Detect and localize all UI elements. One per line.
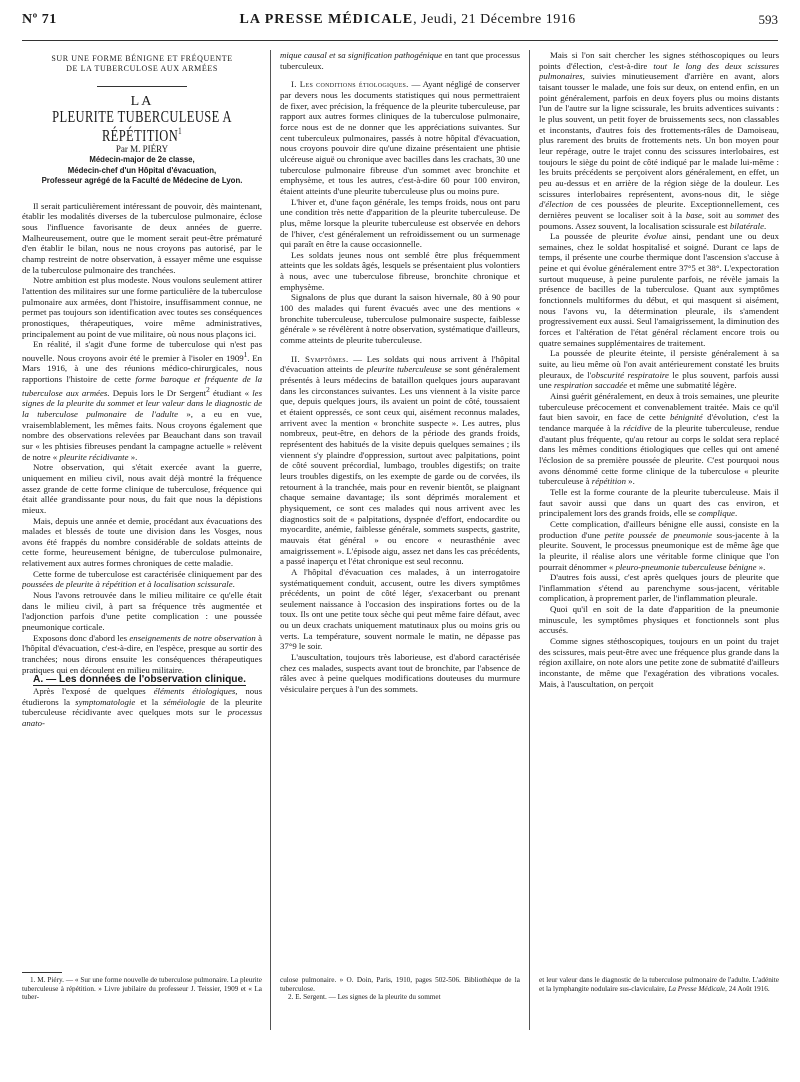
paragraph: Après l'exposé de quelques éléments étiologiques, nous étudierons la symptomatologie et la séméiologie de la pleurite tuberculeuse récidivante avec quelques mots sur le processus anato- — [22, 686, 262, 728]
footnote-ref: 2 — [206, 384, 210, 394]
issue-date: , Jeudi, 21 Décembre 1916 — [413, 12, 576, 27]
issue-number: Nº 71 — [22, 12, 57, 27]
paragraph: Ainsi guérit généralement, en deux à trois semaines, une pleurite tuberculeuse précocement et convenablement traitée. Mais ce qu'il faut bien savoir, en face de cette bénignité d'évolution, c'est la tendance marquée à la récidive de la pleurite tuberculeuse, rendue d'autant plus fréquente, qu'au retour au corps le soldat sera replacé dans les mêmes conditions étiologiques que celles qui ont amené l'éclosion de sa première poussée de pleurite. C'est pourquoi nous avons dénommé cette forme clinique de la tuberculose « pleurite tuberculeuse à répétition ». — [539, 391, 779, 487]
column-2 — [280, 50, 520, 966]
journal-name: LA PRESSE MÉDICALE — [239, 12, 414, 27]
column-3 — [539, 50, 779, 966]
footnote-ref: 1 — [243, 349, 248, 359]
footnote-ref: 1 — [178, 125, 183, 136]
footnote-column — [280, 976, 520, 1002]
subsection-paragraph: I. Les conditions étiologiques. — Ayant négligé de conserver par devers nous les documents statistiques qui nous permettraient de fixer, avec précision, la fréquence de la pleurite tuberculeuse, par rapport aux autres formes cliniques de la tuberculose pulmonaire, force nous est de ne donner que les appréciations suivantes. Sur cent tuberculeux pulmonaires, passés à notre hôpital d'évacuation, nous croyons pouvoir dire qu'une dizaine présentaient une phtisie ulcéreuse aiguë ou chronique avec bacilles dans les crachats, 30 une tuberculose pulmonaire fibreuse d'un sommet avec bronchite et emphysème, et tous les autres, c'est-à-dire 60 pour 100 environ, étaient atteints d'une pleurite tuberculeuse plus ou moins pure. — [280, 79, 520, 196]
supertitle-line: SUR UNE FORME BÉNIGNE ET FRÉQUENTE — [51, 54, 233, 63]
paragraph: Quoi qu'il en soit de la date d'apparition de la pneumonie minuscule, les symptômes physiques et fonctionnels sont plus accusés. — [539, 604, 779, 636]
paragraph: Mais, depuis une année et demie, procédant aux évacuations des malades et blessés de toute une division dans les Vosges, nous avons été frappés du nombre considérable de soldats atteints de cette forme, heureusement bénigne, de tuberculose pulmonaire, relativement aux autres formes chroniques de cette maladie. — [22, 515, 262, 569]
author-affiliation: Professeur agrégé de la Faculté de Médecine de Lyon. — [41, 176, 243, 186]
article-body — [22, 50, 780, 970]
paragraph: Comme signes stéthoscopiques, toujours en un point du trajet des scissures, mais peut-être avec une fréquence plus grande dans la région axillaire, on note alors une petite zone de submatité d'ailleurs inconstante, de même que l'exagération des vibrations vocales. Mais, à l'auscultation, on perçoit — [539, 636, 779, 689]
title-text: PLEURITE TUBERCULEUSE A RÉPÉTITION — [52, 106, 232, 145]
paragraph: Cette complication, d'ailleurs bénigne elle aussi, consiste en la production d'une petite poussée de pneumonie sous-jacente à la pleurite. Souvent, le processus pneumonique est de même âge que la pleurite, il réalise alors une véritable forme clinique que l'on pourrait dénommer « pleuro-pneumonie tuberculeuse bénigne ». — [539, 518, 779, 572]
paragraph: Telle est la forme courante de la pleurite tuberculeuse. Mais il faut savoir aussi que dans un quart des cas environ, et principalement lors des grands froids, elle se complique. — [539, 486, 779, 519]
footnote-column — [539, 976, 779, 993]
paragraph: Nous l'avons retrouvée dans le milieu militaire ce qu'elle était dans le milieu civil, à part sa fréquence très augmentée et l'adjonction parfois d'une petite complication : une poussée pneumonique corticale. — [22, 590, 262, 633]
header-rule — [22, 40, 778, 41]
author-name: Par M. PIÉRY — [115, 144, 169, 155]
author-affiliation: Médecin-major de 2e classe, — [89, 155, 195, 165]
title-divider — [97, 86, 187, 87]
footnote: 2. E. Sergent. — Les signes de la pleurite du sommet — [288, 993, 441, 1002]
paragraph: En réalité, il s'agit d'une forme de tuberculose qui n'est pas nouvelle. Nous croyons avoir été le premier à l'isoler en 1909$^1$. En Mars 1916, à une des réunions médico-chirurgicales, nous rapportions l'histoire de cette forme baroque et fréquente de la tuberculose aux armées. Depuis lors le Dr Sergent$^2$ étudiant « les signes de la pleurite du sommet et leur valeur dans le diagnostic de la tuberculose pulmonaire de l'adulte », a eu en vue, vraisemblablement, les mêmes faits. Nous croyons également que nombre des observations relevées par Beauchant dans son travail sur « les phtisies fibreuses pendant la campagne actuelle » relèvent de notre « pleurite récidivante ». — [22, 339, 262, 462]
footnote: culose pulmonaire. » O. Doin, Paris, 1910, pages 502-506. Bibliothèque de la tuberculose. — [280, 976, 520, 993]
subsection-paragraph: II. Symptômes. — Les soldats qui nous arrivent à l'hôpital d'évacuation atteints de pleurite tuberculeuse se sont généralement présentés à leurs médecins de bataillon quelques jours auparavant dans les circonstances suivantes. Les uns viennent à la visite parce que, depuis quelques jours, ils avaient un point de côté, toussaient et étaient oppressés, ce sont ceux qui, aisément reconnus malades, arrivent avec la mention « bronchite suspecte ». Les autres, plus nombreux, peut-être, en dehors de la période des grands froids, représentent des habitués de la visite depuis quelques semaines ; ils viennent s'y plaindre d'oppression, surtout avec palpitations, point de côté souvent précordial, lumbago, troubles digestifs; on traite leurs troubles digestifs, on les exempte de garde ou de corvées, ils retournent à la tranchée, mais pour en revenir bientôt, se plaignant chaque semaine davantage; ils sont déprimés moralement et physiquement, ce sont ces malades qui nous arrivent avec les diagnostics soit de « palpitations, dyspnée d'effort, endocardite ou myocardite, anémie, faiblesse générale, sommets suspects, gastrite, mauvais état général » ou encore « neurasthénie avec amaigrissement ». L'épisode aigu, assez net dans les cas précédents, a passé inaperçu et l'état chronique est seul reconnu. — [280, 353, 520, 567]
footnote: 1. M. Piéry. — « Sur une forme nouvelle de tuberculose pulmonaire. La pleurite tuberculeuse à répétition. » Livre jubilaire du professeur J. Teissier, 1909 et « La tuber- — [22, 976, 262, 1002]
section-heading: A. — Les données de l'observation clinique. — [33, 674, 247, 686]
paragraph: Les soldats jeunes nous ont semblé être plus fréquemment atteints que les soldats âgés, lesquels se présentaient plus volontiers à nous, avec une tuberculose fibreuse, bronchite chronique et emphysème. — [280, 249, 520, 292]
footnotes — [22, 976, 780, 1056]
paragraph: Notre observation, qui s'était exercée avant la guerre, uniquement en milieu civil, nous avait déjà montré la fréquence assez grande de cette forme clinique de tuberculose, fréquence qui était allée grandissante pour nous, du fait que nous la dépistions mieux. — [22, 462, 262, 515]
author-affiliation: Médecin-chef d'un Hôpital d'évacuation, — [67, 165, 217, 175]
footnote-rule — [22, 972, 62, 973]
page-header — [22, 12, 778, 38]
footnote: et leur valeur dans le diagnostic de la tuberculose pulmonaire de l'adulte. L'adénite et la lymphangite nodulaire sus-claviculaire, La Presse Médicale, 24 Août 1916. — [539, 976, 779, 993]
paragraph: Il serait particulièrement intéressant de pouvoir, dès maintenant, établir les modalités diverses de la tuberculose pulmonaire, éclose sous l'influence favorisante de deux années de guerre. Malheureusement, outre que le moment serait peut-être prématuré d'en établir le bilan, nous ne nous croyons pas autorisé, par le champ restreint de notre observation, à essayer même une esquisse de la tuberculose pulmonaire des tranchées. — [22, 200, 262, 275]
paragraph: Exposons donc d'abord les enseignements de notre observation à l'hôpital d'évacuation, c'est-à-dire, en l'espèce, presque au sortir des tranchées; nous dirons ensuite les conséquences thérapeutiques pratiques qui en découlent en milieu militaire. — [22, 632, 262, 675]
paragraph: Cette forme de tuberculose est caractérisée cliniquement par des poussées de pleurite à répétition et à localisation scissurale. — [22, 568, 262, 590]
paragraph: D'autres fois aussi, c'est après quelques jours de pleurite que l'inflammation s'étend au parenchyme sous-jacent, véritable complication, à proprement parler, de l'inflammation pleurale. — [539, 572, 779, 604]
supertitle-line: DE LA TUBERCULOSE AUX ARMÉES — [66, 64, 218, 73]
paragraph: La poussée de pleurite éteinte, il persiste généralement à sa suite, au lieu même où l'on avait antérieurement constaté les bruits pleuraux, de l'obscurité respiratoire le plus souvent, parfois aussi une respiration saccadée et même une submatité légère. — [539, 348, 779, 391]
page-number: 593 — [758, 12, 778, 27]
paragraph: Signalons de plus que durant la saison hivernale, 80 à 90 pour 100 des malades qui furent évacués avec une des mentions « bronchite tuberculeuse, tuberculose pulmonaire suspecte, faiblesse générale » se révélèrent à notre observation, systématique d'ailleurs, comme atteints de pleurite tuberculeuse. — [280, 292, 520, 346]
paragraph: L'auscultation, toujours très laborieuse, est d'abord caractérisée chez ces malades, suspects avant tout de bronchite, par l'absence de râles avec à peine quelques modifications douteuses du murmure vésiculaire perçues à l'un des sommets. — [280, 652, 520, 695]
journal-header — [240, 12, 576, 28]
title-article: LA — [130, 94, 154, 109]
article-supertitle — [22, 54, 262, 74]
subsection-heading: I. Les conditions étiologiques. — [291, 79, 409, 90]
paragraph: A l'hôpital d'évacuation ces malades, à un interrogatoire systématiquement conduit, accusent, outre les divers symptômes précédents, un point de côté léger, s'exacerbant ou prenant seulement naissance à l'occasion des inspirations fortes ou de la toux. Ils ont une petite toux sèche qui peut même faire défaut, avec ou un deux crachats uniquement matutinaux plus ou moins gris ou verts. La température, souvent normale le matin, ne dépasse pas 37°9 le soir. — [280, 566, 520, 652]
column-1 — [22, 50, 262, 966]
subsection-heading: II. Symptômes. — [291, 353, 349, 364]
paragraph: mique causal et sa signification pathogénique en tant que processus tuberculeux. — [280, 50, 520, 71]
paragraph: L'hiver et, d'une façon générale, les temps froids, nous ont paru une condition très nette d'apparition de la pleurite tuberculeuse. De plus, même lorsque la pleurite tuberculeuse est observée en dehors de l'hiver, c'est généralement un refroidissement ou un surmenage qui paraît en être la cause occasionnelle. — [280, 196, 520, 250]
article-title — [22, 106, 262, 145]
paragraph: Mais si l'on sait chercher les signes stéthoscopiques ou leurs points d'élection, c'est-à-dire tout le long des deux scissures pulmonaires, suivies minutieusement d'arrière en avant, alors taisant tousser le malade, une fois sur deux, on entend enfin, en un point généralement, parfois en deux foyers plus ou moins distants l'un de l'autre sur la ligne scissurale, les bruits adventices suivants : le plus souvent, un petit foyer de bruissements secs, non classables et inconstants, d'autres fois des frottements-râles de Damoiseau, plus rarement des bruits de frottements nets. Un bon moyen pour leur repérage, outre le trajet connu des scissures interlobaires, est toujours le siège du point de côté indiqué par le malade lui-même : les bruits précédents se perçoivent alors généralement, en effet, un peu au-dessus et en arrière de la région siège de la douleur. Les scissures interlobaires représentent, avons-nous dit, le siège d'élection de ces poussées de pleurite. Exceptionnellement, ces dernières peuvent se localiser soit à la base, soit au sommet des poumons. Assez souvent, la localisation scissurale est bilatérale. — [539, 50, 779, 231]
footnote-column — [22, 976, 262, 1002]
paragraph: Notre ambition est plus modeste. Nous voulons seulement attirer l'attention des militaires sur une forme particulière de la tuberculose pulmonaire aux armées, dont l'histoire, insuffisamment connue, ne permet pas toujours son identification avec toutes ses conséquences pronostiques, thérapeutiques, voire même administratives, principalement au point de vue militaire, où nous nous plaçons ici. — [22, 275, 262, 339]
paragraph: La poussée de pleurite évolue ainsi, pendant une ou deux semaines, chez le soldat hospitalisé et soigné. Durant ce laps de temps, il présente une courbe thermique dont l'ascension s'accuse à peine et qui évolue généralement entre 37°5 et 38°. L'expectoration surtout muqueuse, à peine purulente parfois, ne révèle jamais la présence de bacilles de la tuberculose. Quant aux symptômes fonctionnels multiformes du début, et qui masquent si aisément, nous l'avons vu, la détermination pleurale, ils s'amendent progressivement eux aussi. Seul l'amaigrissement, la diminution des forces et l'altération de l'état général réclament encore trois ou quatre semaines supplémentaires de traitement. — [539, 231, 779, 348]
